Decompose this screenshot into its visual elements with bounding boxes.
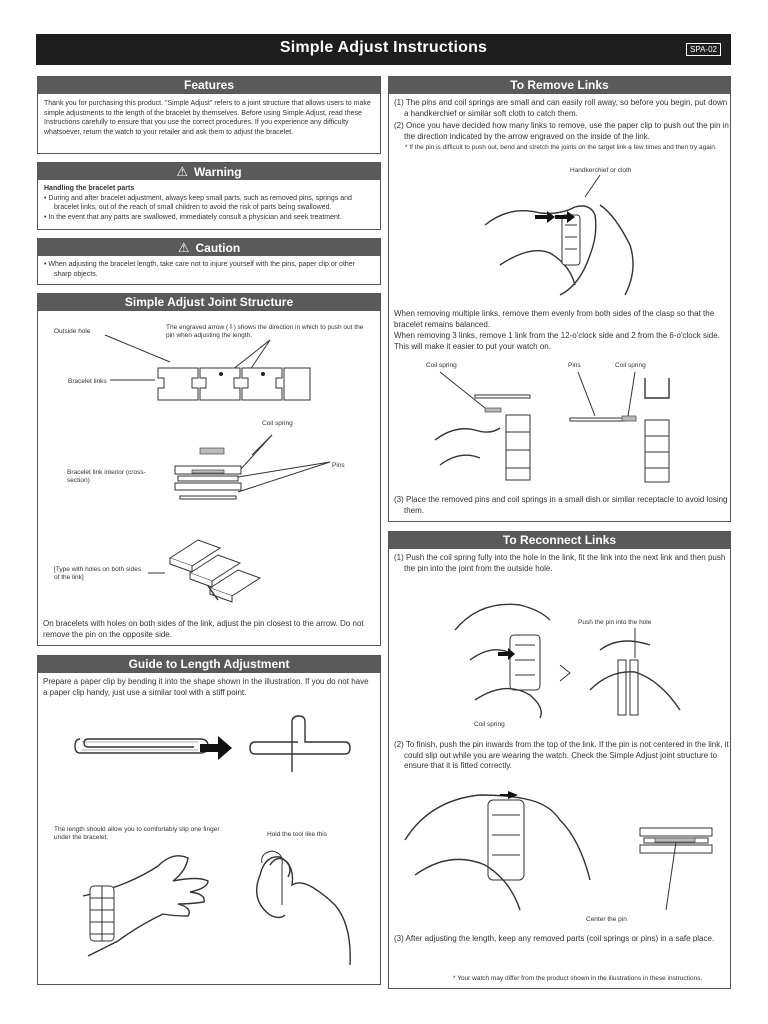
- caution-body: • When adjusting the bracelet length, take care not to injure yourself with the pins, paper clip or other sharp objects.: [44, 261, 356, 278]
- label-engraved-arrow: The engraved arrow (⇩) shows the direction in which to push out the pin when adjusting the length.: [166, 324, 364, 339]
- title-bar: [36, 34, 731, 65]
- joint-structure-heading: Simple Adjust Joint Structure: [38, 294, 380, 311]
- remove-links-heading: To Remove Links: [389, 77, 730, 94]
- reconnect-step-1: (1) Push the coil spring fully into the hole in the link, fit the link into the next link and then push the pin into the joint from the outside hole.: [394, 553, 726, 573]
- guide-heading: Guide to Length Adjustment: [38, 656, 380, 673]
- caution-triangle-icon: ⚠: [177, 240, 190, 255]
- warning-item-2: • In the event that any parts are swallowed, immediately consult a physician and seek treatment.: [44, 213, 342, 221]
- warning-subheading: Handling the bracelet parts: [44, 185, 135, 192]
- label-handkerchief: Handkerchief or cloth: [570, 167, 632, 174]
- bracelet-links-illustration: [100, 330, 350, 410]
- caution-heading: Caution: [195, 241, 241, 255]
- remove-step-2-note: * If the pin is difficult to push out, bend and stretch the joints on the target link a few times and then try again.: [405, 144, 717, 151]
- warning-item-1: • During and after bracelet adjustment, always keep small parts, such as removed pins, springs and bracelet links, out of the reach of small children to avoid the risk of parts being swallowed.: [44, 194, 352, 211]
- label-hold-tool: Hold the tool like this: [267, 831, 327, 838]
- center-pin-illustration: [400, 780, 720, 915]
- warning-section: [37, 162, 381, 230]
- guide-body: Prepare a paper clip by bending it into the shape shown in the illustration. If you do not have a paper clip handy, just use a similar tool with a stiff point.: [43, 677, 369, 697]
- remove-multi-links-1: When removing multiple links, remove them evenly from both sides of the clasp so that the bracelet remains balanced.: [394, 309, 715, 329]
- reconnect-step-2: (2) To finish, push the pin inwards from the top of the link. If the pin is not centered in the link, it could slip out while you are wearing the watch. Check the Simple Adjust joint structure to ensure that it is fitted correctly.: [394, 740, 729, 770]
- wrist-bracelet-illustration: [78, 846, 218, 966]
- reconnect-step-3: (3) After adjusting the length, keep any removed parts (coil springs or pins) in a safe place.: [394, 934, 715, 943]
- features-body: Thank you for purchasing this product. "Simple Adjust" refers to a joint structure that allows users to make simple adjustments to the length of the bracelet by themselves. Before using Simple Adjust, read these Instructions carefully to ensure that you use the correct procedures. If you experience any difficulty whatsoever, return the watch to your retailer and ask them to adjust the bracelet.: [44, 100, 371, 136]
- footnote: * Your watch may differ from the product shown in the illustrations in these instructions.: [453, 975, 703, 982]
- model-code-badge: SPA-02: [686, 43, 721, 56]
- label-center-pin: Center the pin: [586, 916, 627, 923]
- remove-step-3: (3) Place the removed pins and coil springs in a small dish or similar receptacle to avoid losing them.: [394, 495, 728, 515]
- reconnect-pin-illustration: [450, 590, 710, 720]
- link-cross-section-illustration: [160, 430, 350, 505]
- label-bracelet-links: Bracelet links: [68, 378, 107, 385]
- caution-section: [37, 238, 381, 285]
- label-type-holes: [Type with holes on both sides of the link]: [54, 566, 142, 581]
- label-link-interior: Bracelet link interior (cross-section): [67, 469, 146, 484]
- label-push-pin: Push the pin into the hole: [578, 619, 652, 626]
- features-section: [37, 76, 381, 154]
- warning-heading: Warning: [194, 165, 242, 179]
- remove-multi-links-2: When removing 3 links, remove 1 link from the 12-o'clock side and 2 from the 6-o'clock side. This will make it easier to put your watch on.: [394, 331, 720, 351]
- label-outside-hole: Outside hole: [54, 328, 91, 335]
- label-coil-spring-joint: Coil spring: [262, 420, 293, 427]
- label-coil-spring-left: Coil spring: [426, 362, 457, 369]
- features-heading: Features: [38, 77, 380, 94]
- label-finger-length: The length should allow you to comfortably slip one finger under the bracelet.: [54, 826, 220, 841]
- paper-clip-bending-illustration: [70, 714, 350, 784]
- reconnect-links-heading: To Reconnect Links: [389, 532, 730, 549]
- pushing-pin-illustration: [480, 175, 640, 300]
- remove-step-1: (1) The pins and coil springs are small and can easily roll away, so before you begin, put down a handkerchief or similar soft cloth to catch them.: [394, 98, 728, 118]
- page-title: Simple Adjust Instructions: [279, 39, 488, 56]
- removed-parts-illustration: [430, 370, 690, 485]
- warning-heading-bar: [38, 163, 380, 180]
- hand-holding-tool-illustration: [240, 845, 360, 980]
- label-coil-spring-reconnect: Coil spring: [474, 721, 505, 728]
- label-pins-remove: Pins: [568, 362, 581, 369]
- double-hole-links-illustration: [150, 528, 270, 608]
- label-coil-spring-right: Coil spring: [615, 362, 646, 369]
- label-pins-joint: Pins: [332, 462, 345, 469]
- remove-step-2: (2) Once you have decided how many links to remove, use the paper clip to push out the pin in the direction indicated by the arrow engraved on the inside of the link.: [394, 121, 729, 141]
- warning-triangle-icon: ⚠: [176, 164, 189, 179]
- caution-heading-bar: [38, 239, 380, 256]
- joint-note: On bracelets with holes on both sides of the link, adjust the pin closest to the arrow. Do not remove the pin on the opposite side.: [43, 619, 364, 639]
